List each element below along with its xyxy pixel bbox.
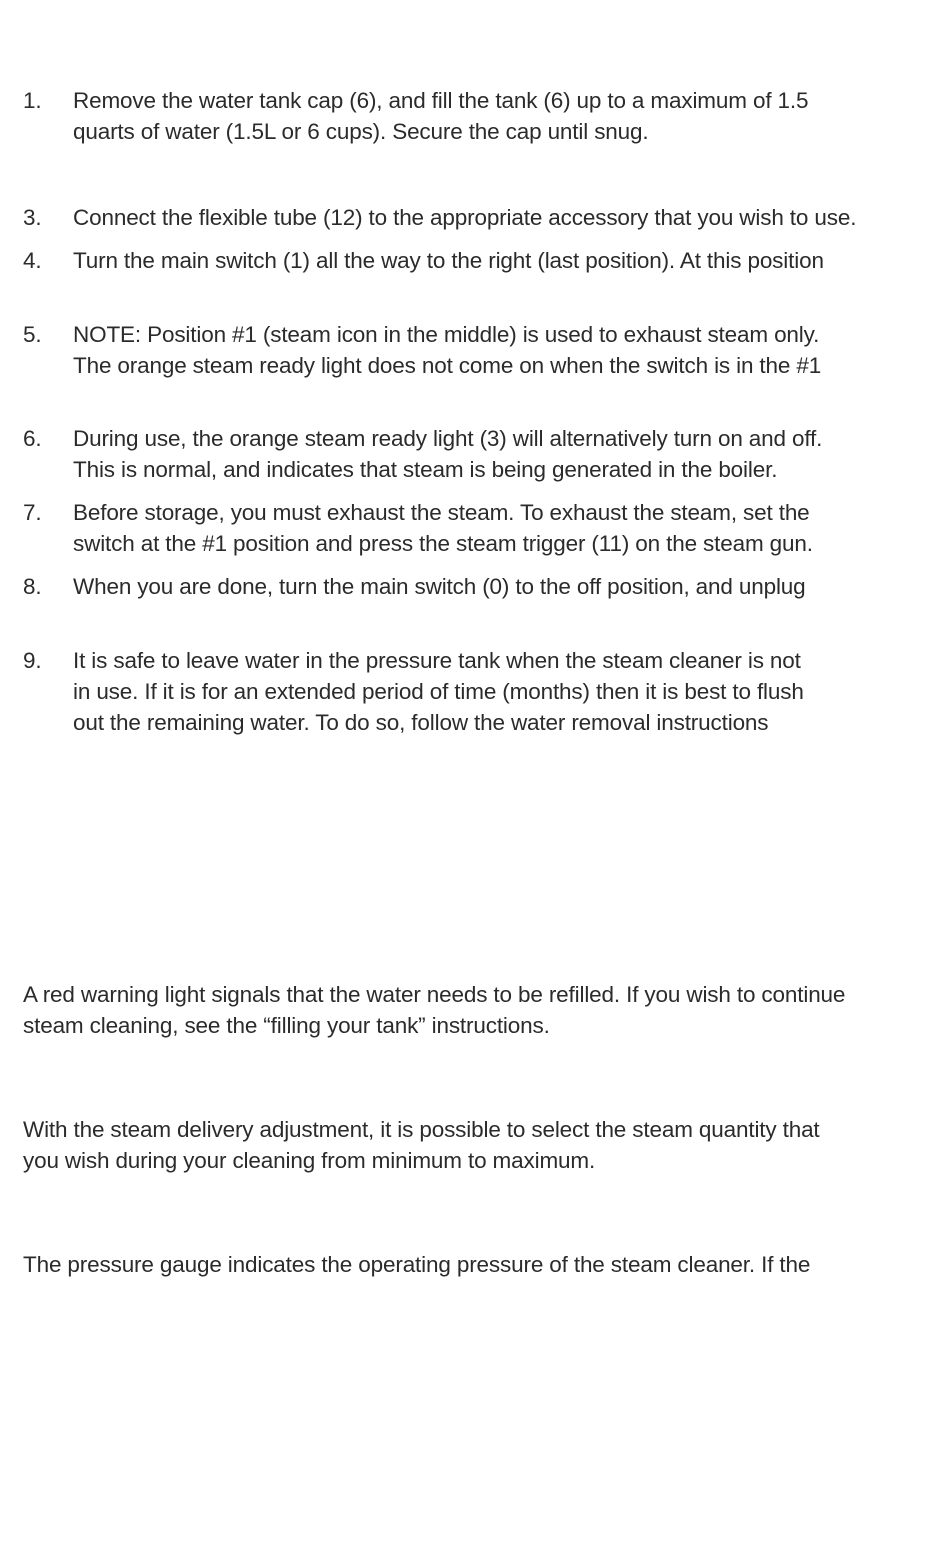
step-number: 6. [23,426,42,451]
step-5 [23,319,948,381]
step-3 [23,202,948,233]
step-number: 5. [23,322,42,347]
step-number: 3. [23,205,42,230]
step-1 [23,85,948,147]
step-9 [23,645,948,738]
step-text: Remove the water tank cap (6), and fill the tank (6) up to a maximum of 1.5 quarts of water (1.5L or 6 cups). Secure the cap until snug. [73,88,809,144]
step-text: Connect the flexible tube (12) to the appropriate accessory that you wish to use. [73,205,857,230]
steam-delivery-paragraph: With the steam delivery adjustment, it is possible to select the steam quantity that you wish during your cleaning from minimum to maximum. [23,1117,820,1173]
step-number: 1. [23,88,42,113]
step-number: 7. [23,500,42,525]
step-text: When you are done, turn the main switch (0) to the off position, and unplug [73,574,806,599]
step-number: 8. [23,574,42,599]
pressure-gauge-paragraph: The pressure gauge indicates the operating pressure of the steam cleaner. If the [23,1252,811,1277]
step-8 [23,571,948,602]
step-text: During use, the orange steam ready light (3) will alternatively turn on and off. This is normal, and indicates that steam is being generated in the boiler. [73,426,823,482]
step-6 [23,423,948,485]
warning-light-paragraph: A red warning light signals that the water needs to be refilled. If you wish to continue steam cleaning, see the “filling your tank” instructions. [23,982,846,1038]
step-text: It is safe to leave water in the pressure tank when the steam cleaner is not in use. If it is for an extended period of time (months) then it is best to flush out the remaining water. To do so, follow the water removal instructions [73,648,804,735]
step-7 [23,497,948,559]
step-4 [23,245,948,276]
step-number: 4. [23,248,42,273]
step-text: Turn the main switch (1) all the way to the right (last position). At this position [73,248,824,273]
step-text: Before storage, you must exhaust the steam. To exhaust the steam, set the switch at the #1 position and press the steam trigger (11) on the steam gun. [73,500,813,556]
step-text: NOTE: Position #1 (steam icon in the middle) is used to exhaust steam only. The orange steam ready light does not come on when the switch is in the #1 [73,322,822,378]
step-number: 9. [23,648,42,673]
